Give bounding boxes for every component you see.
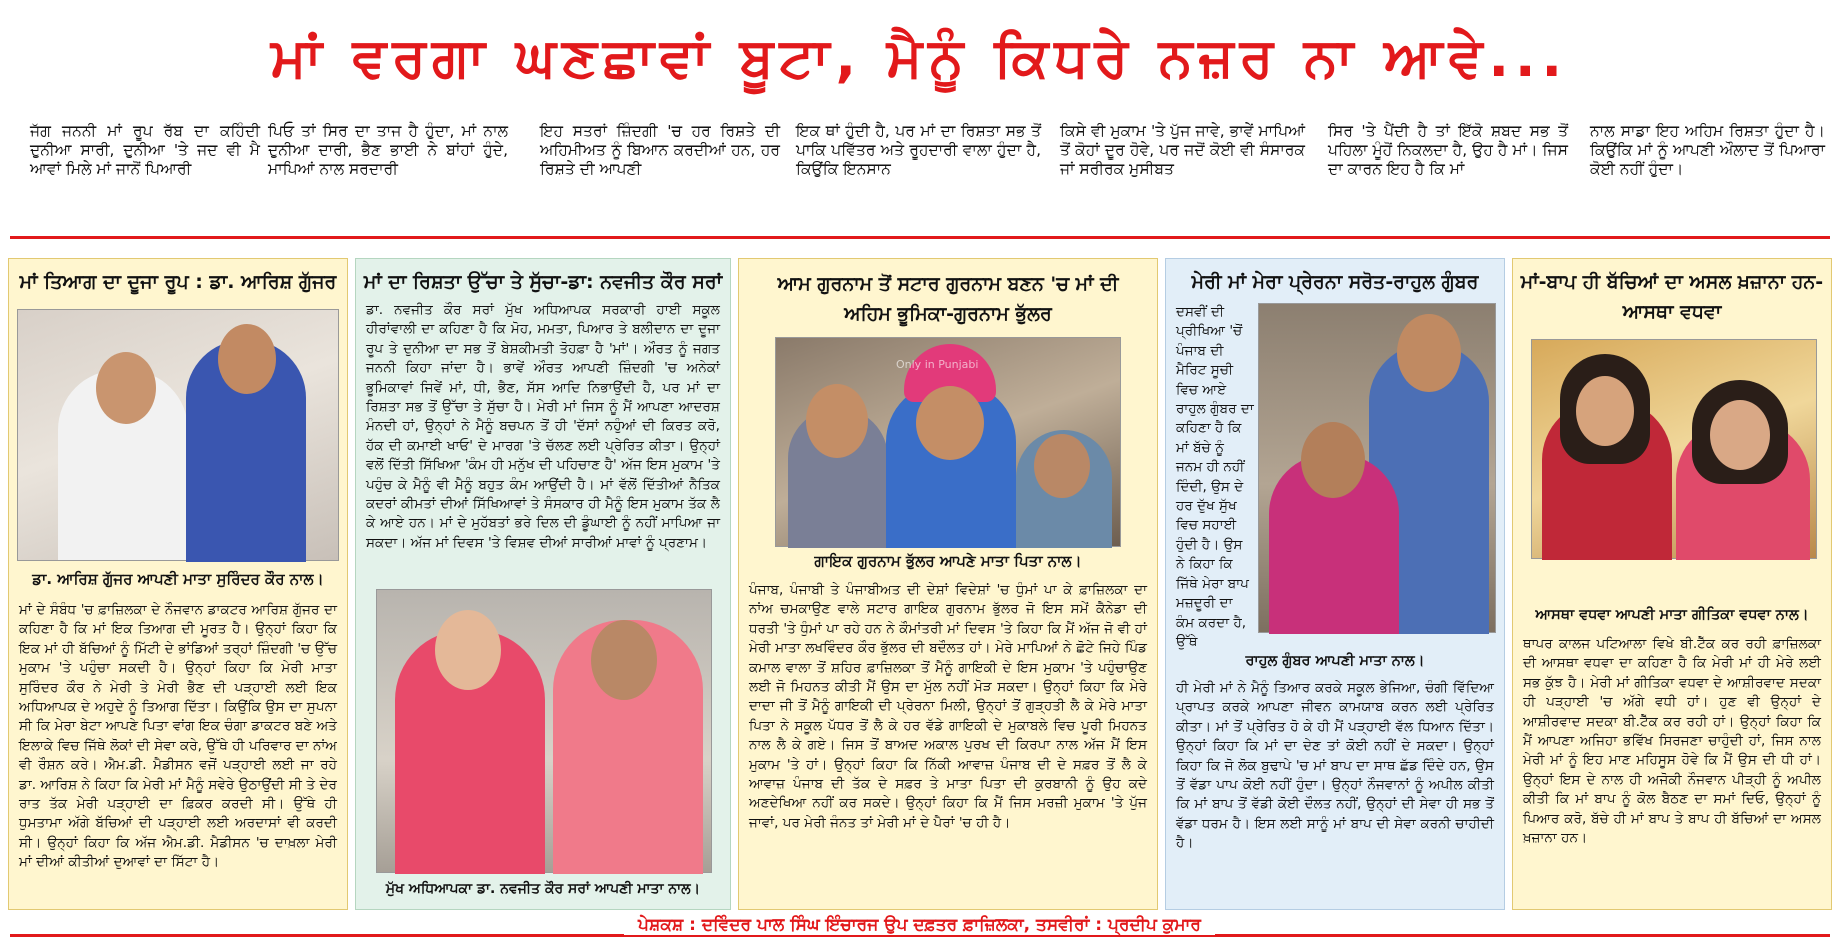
intro-col-7: ਨਾਲ ਸਾਡਾ ਇਹ ਅਹਿਮ ਰਿਸ਼ਤਾ ਹੁੰਦਾ ਹੈ। ਕਿਉਂਕਿ ਮਾਂ ਨੂੰ ਆਪਣੀ ਔਲਾਦ ਤੋਂ ਪਿਆਰਾ ਕੋਈ ਨਹੀਂ ਹੁੰਦਾ। <box>1590 122 1825 178</box>
photo-rahul-mother <box>1258 303 1496 633</box>
footer-credit <box>0 910 1839 940</box>
intro-col-2: ਪਿਓ ਤਾਂ ਸਿਰ ਦਾ ਤਾਜ ਹੈ ਹੁੰਦਾ, ਮਾਂ ਨਾਲ ਦੁਨੀਆ ਦਾਰੀ, ਭੈਣ ਭਾਈ ਨੇ ਬਾਂਹਾਂ ਹੁੰਦੇ, ਮਾਪਿਆਂ ਨਾਲ ਸਰਦਾਰੀ <box>268 122 508 178</box>
panel-body-text: ਮਾਂ ਦੇ ਸੰਬੰਧ 'ਚ ਫ਼ਾਜ਼ਿਲਕਾ ਦੇ ਨੌਜਵਾਨ ਡਾਕਟਰ ਆਰਿਸ਼ ਗੁੱਜਰ ਦਾ ਕਹਿਣਾ ਹੈ ਕਿ ਮਾਂ ਇਕ ਤਿਆਗ ਦੀ ਮੂਰਤ ਹੈ। ਉਨ੍ਹਾਂ ਕਿਹਾ ਕਿ ਇਕ ਮਾਂ ਹੀ ਬੱਚਿਆਂ ਨੂੰ ਮਿੱਟੀ ਦੇ ਭਾਂਡਿਆਂ ਤਰ੍ਹਾਂ ਜ਼ਿੰਦਗੀ 'ਚ ਉੱਚ ਮੁਕਾਮ 'ਤੇ ਪਹੁੰਚਾ ਸਕਦੀ ਹੈ। ਉਨ੍ਹਾਂ ਕਿਹਾ ਕਿ ਮੇਰੀ ਮਾਤਾ ਸੁਰਿੰਦਰ ਕੌਰ ਨੇ ਮੇਰੀ ਤੇ ਮੇਰੀ ਭੈਣ ਦੀ ਪੜ੍ਹਾਈ ਲਈ ਇਕ ਅਧਿਆਪਕ ਦੇ ਅਹੁਦੇ ਨੂੰ ਤਿਆਗ ਦਿੱਤਾ। ਕਿਉਂਕਿ ਉਸ ਦਾ ਸੁਪਨਾ ਸੀ ਕਿ ਮੇਰਾ ਬੇਟਾ ਆਪਣੇ ਪਿਤਾ ਵਾਂਗ ਇਕ ਚੰਗਾ ਡਾਕਟਰ ਬਣੇ ਅਤੇ ਇਲਾਕੇ ਵਿਚ ਜਿੱਥੇ ਲੋਕਾਂ ਦੀ ਸੇਵਾ ਕਰੇ, ਉੱਥੇ ਹੀ ਪਰਿਵਾਰ ਦਾ ਨਾਂਅ ਵੀ ਰੌਸ਼ਨ ਕਰੇ। ਐਮ.ਡੀ. ਮੈਡੀਸਨ ਵਜੋਂ ਪੜ੍ਹਾਈ ਲਈ ਜਾ ਰਹੇ ਡਾ. ਆਰਿਸ਼ ਨੇ ਕਿਹਾ ਕਿ ਮੇਰੀ ਮਾਂ ਮੈਨੂੰ ਸਵੇਰੇ ਉਠਾਉਂਦੀ ਸੀ ਤੇ ਦੇਰ ਰਾਤ ਤੱਕ ਮੇਰੀ ਪੜ੍ਹਾਈ ਦਾ ਫ਼ਿਕਰ ਕਰਦੀ ਸੀ। ਉੱਥੇ ਹੀ ਧੁਮਤਾਮਾ ਅੱਗੇ ਬੱਚਿਆਂ ਦੀ ਪੜ੍ਹਾਈ ਲਈ ਅਰਦਾਸਾਂ ਵੀ ਕਰਦੀ ਸੀ। ਉਨ੍ਹਾਂ ਕਿਹਾ ਕਿ ਅੱਜ ਐਮ.ਡੀ. ਮੈਡੀਸਨ 'ਚ ਦਾਖ਼ਲਾ ਮੇਰੀ ਮਾਂ ਦੀਆਂ ਕੀਤੀਆਂ ਦੁਆਵਾਂ ਦਾ ਸਿੱਟਾ ਹੈ। <box>19 602 337 871</box>
intro-col-6: ਸਿਰ 'ਤੇ ਪੈਂਦੀ ਹੈ ਤਾਂ ਇੱਕੋ ਸ਼ਬਦ ਸਭ ਤੋਂ ਪਹਿਲਾ ਮੂੰਹੋਂ ਨਿਕਲਦਾ ਹੈ, ਉਹ ਹੈ ਮਾਂ। ਜਿਸ ਦਾ ਕਾਰਨ ਇਹ ਹੈ ਕਿ ਮਾਂ <box>1328 122 1568 178</box>
photo-caption: ਗਾਇਕ ਗੁਰਨਾਮ ਭੁੱਲਰ ਆਪਣੇ ਮਾਤਾ ਪਿਤਾ ਨਾਲ। <box>814 552 1082 570</box>
panel-aastha-wadhwa <box>1512 258 1832 910</box>
panel-body-text: ਹੀ ਮੇਰੀ ਮਾਂ ਨੇ ਮੈਨੂੰ ਤਿਆਰ ਕਰਕੇ ਸਕੂਲ ਭੇਜਿਆ, ਚੰਗੀ ਵਿੱਦਿਆ ਪ੍ਰਾਪਤ ਕਰਕੇ ਆਪਣਾ ਜੀਵਨ ਕਾਮਯਾਬ ਕਰਨ ਲਈ ਪ੍ਰੇਰਿਤ ਕੀਤਾ। ਮਾਂ ਤੋਂ ਪ੍ਰੇਰਿਤ ਹੋ ਕੇ ਹੀ ਮੈਂ ਪੜ੍ਹਾਈ ਵੱਲ ਧਿਆਨ ਦਿੱਤਾ। ਉਨ੍ਹਾਂ ਕਿਹਾ ਕਿ ਮਾਂ ਦਾ ਦੇਣ ਤਾਂ ਕੋਈ ਨਹੀਂ ਦੇ ਸਕਦਾ। ਉਨ੍ਹਾਂ ਕਿਹਾ ਕਿ ਜੋ ਲੋਕ ਬੁਢਾਪੇ 'ਚ ਮਾਂ ਬਾਪ ਦਾ ਸਾਥ ਛੱਡ ਦਿੰਦੇ ਹਨ, ਉਸ ਤੋਂ ਵੱਡਾ ਪਾਪ ਕੋਈ ਨਹੀਂ ਹੁੰਦਾ। ਉਨ੍ਹਾਂ ਨੌਜਵਾਨਾਂ ਨੂੰ ਅਪੀਲ ਕੀਤੀ ਕਿ ਮਾਂ ਬਾਪ ਤੋਂ ਵੱਡੀ ਕੋਈ ਦੌਲਤ ਨਹੀਂ, ਉਨ੍ਹਾਂ ਦੀ ਸੇਵਾ ਹੀ ਸਭ ਤੋਂ ਵੱਡਾ ਧਰਮ ਹੈ। ਇਸ ਲਈ ਸਾਨੂੰ ਮਾਂ ਬਾਪ ਦੀ ਸੇਵਾ ਕਰਨੀ ਚਾਹੀਦੀ ਹੈ। <box>1176 680 1494 852</box>
intro-section <box>0 122 1839 240</box>
panel-gurnam-bhullar <box>738 258 1158 910</box>
panel-side-text: ਦਸਵੀਂ ਦੀ ਪ੍ਰੀਖਿਆ 'ਚੋਂ ਪੰਜਾਬ ਦੀ ਮੈਰਿਟ ਸੂਚੀ ਵਿਚ ਆਏ ਰਾਹੁਲ ਗੁੰਬਰ ਦਾ ਕਹਿਣਾ ਹੈ ਕਿ ਮਾਂ ਬੱਚੇ ਨੂੰ ਜਨਮ ਹੀ ਨਹੀਂ ਦਿੰਦੀ, ਉਸ ਦੇ ਹਰ ਦੁੱਖ ਸੁੱਖ ਵਿਚ ਸਹਾਈ ਹੁੰਦੀ ਹੈ। ਉਸ ਨੇ ਕਿਹਾ ਕਿ ਜਿੱਥੇ ਮੇਰਾ ਬਾਪ ਮਜ਼ਦੂਰੀ ਦਾ ਕੰਮ ਕਰਦਾ ਹੈ, ਉੱਥੇ <box>1176 304 1254 650</box>
panel-title: ਆਮ ਗੁਰਨਾਮ ਤੋਂ ਸਟਾਰ ਗੁਰਨਾਮ ਬਣਨ 'ਚ ਮਾਂ ਦੀ ਅਹਿਮ ਭੂਮਿਕਾ-ਗੁਰਨਾਮ ਭੁੱਲਰ <box>777 273 1119 325</box>
photo-caption: ਮੁੱਖ ਅਧਿਆਪਕਾ ਡਾ. ਨਵਜੀਤ ਕੌਰ ਸਰਾਂ ਆਪਣੀ ਮਾਤਾ ਨਾਲ। <box>385 881 701 897</box>
panel-title: ਮਾਂ ਦਾ ਰਿਸ਼ਤਾ ਉੱਚਾ ਤੇ ਸੁੱਚਾ-ਡਾ: ਨਵਜੀਤ ਕੌਰ ਸਰਾਂ <box>363 271 723 293</box>
panel-arish-gujjar <box>8 258 348 910</box>
panel-navjit-kaur <box>355 258 731 910</box>
panel-rahul-gumbar <box>1165 258 1505 910</box>
intro-col-3: ਇਹ ਸਤਰਾਂ ਜ਼ਿੰਦਗੀ 'ਚ ਹਰ ਰਿਸ਼ਤੇ ਦੀ ਅਹਿਮੀਅਤ ਨੂੰ ਬਿਆਨ ਕਰਦੀਆਂ ਹਨ, ਹਰ ਰਿਸ਼ਤੇ ਦੀ ਆਪਣੀ <box>540 122 780 178</box>
intro-divider <box>10 236 1830 239</box>
panel-title: ਮੇਰੀ ਮਾਂ ਮੇਰਾ ਪ੍ਰੇਰਨਾ ਸਰੋਤ-ਰਾਹੁਲ ਗੁੰਬਰ <box>1191 271 1479 293</box>
photo-caption: ਰਾਹੁਲ ਗੁੰਬਰ ਆਪਣੀ ਮਾਤਾ ਨਾਲ। <box>1245 653 1425 669</box>
panel-body-text: ਡਾ. ਨਵਜੀਤ ਕੌਰ ਸਰਾਂ ਮੁੱਖ ਅਧਿਆਪਕ ਸਰਕਾਰੀ ਹਾਈ ਸਕੂਲ ਹੀਰਾਂਵਾਲੀ ਦਾ ਕਹਿਣਾ ਹੈ ਕਿ ਮੋਹ, ਮਮਤਾ, ਪਿਆਰ ਤੇ ਬਲੀਦਾਨ ਦਾ ਦੂਜਾ ਰੂਪ ਤੇ ਦੁਨੀਆ ਦਾ ਸਭ ਤੋਂ ਬੇਸ਼ਕੀਮਤੀ ਤੋਹਫ਼ਾ ਹੈ 'ਮਾਂ'। ਔਰਤ ਨੂੰ ਜਗਤ ਜਨਨੀ ਕਿਹਾ ਜਾਂਦਾ ਹੈ। ਭਾਵੇਂ ਔਰਤ ਆਪਣੀ ਜ਼ਿੰਦਗੀ 'ਚ ਅਨੇਕਾਂ ਭੂਮਿਕਾਵਾਂ ਜਿਵੇਂ ਮਾਂ, ਧੀ, ਭੈਣ, ਸੱਸ ਆਦਿ ਨਿਭਾਉਂਦੀ ਹੈ, ਪਰ ਮਾਂ ਦਾ ਰਿਸ਼ਤਾ ਸਭ ਤੋਂ ਉੱਚਾ ਤੇ ਸੁੱਚਾ ਹੈ। ਮੇਰੀ ਮਾਂ ਜਿਸ ਨੂੰ ਮੈਂ ਆਪਣਾ ਆਦਰਸ਼ ਮੰਨਦੀ ਹਾਂ, ਉਨ੍ਹਾਂ ਨੇ ਮੈਨੂੰ ਬਚਪਨ ਤੋਂ ਹੀ 'ਦੱਸਾਂ ਨਹੁੰਆਂ ਦੀ ਕਿਰਤ ਕਰੋ, ਹੱਕ ਦੀ ਕਮਾਈ ਖਾਓ' ਦੇ ਮਾਰਗ 'ਤੇ ਚੱਲਣ ਲਈ ਪ੍ਰੇਰਿਤ ਕੀਤਾ। ਉਨ੍ਹਾਂ ਵਲੋਂ ਦਿੱਤੀ ਸਿੱਖਿਆ 'ਕੰਮ ਹੀ ਮਨੁੱਖ ਦੀ ਪਹਿਚਾਣ ਹੈ' ਅੱਜ ਇਸ ਮੁਕਾਮ 'ਤੇ ਪਹੁੰਚ ਕੇ ਮੈਨੂੰ ਵੀ ਮੈਨੂੰ ਬਹੁਤ ਕੰਮ ਆਉਂਦੀ ਹੈ। ਮਾਂ ਵੱਲੋਂ ਦਿੱਤੀਆਂ ਨੈਤਿਕ ਕਦਰਾਂ ਕੀਮਤਾਂ ਦੀਆਂ ਸਿੱਖਿਆਵਾਂ ਤੇ ਸੰਸਕਾਰ ਹੀ ਮੈਨੂੰ ਇਸ ਮੁਕਾਮ ਤੱਕ ਲੈ ਕੇ ਆਏ ਹਨ। ਮਾਂ ਦੇ ਮੁਹੱਬਤਾਂ ਭਰੇ ਦਿਲ ਦੀ ਡੂੰਘਾਈ ਨੂੰ ਨਹੀਂ ਮਾਪਿਆ ਜਾ ਸਕਦਾ। ਅੱਜ ਮਾਂ ਦਿਵਸ 'ਤੇ ਵਿਸ਼ਵ ਦੀਆਂ ਸਾਰੀਆਂ ਮਾਵਾਂ ਨੂੰ ਪ੍ਰਣਾਮ। <box>366 302 720 551</box>
intro-col-4: ਇਕ ਥਾਂ ਹੁੰਦੀ ਹੈ, ਪਰ ਮਾਂ ਦਾ ਰਿਸ਼ਤਾ ਸਭ ਤੋਂ ਪਾਕਿ ਪਵਿੱਤਰ ਅਤੇ ਰੂਹਦਾਰੀ ਵਾਲਾ ਹੁੰਦਾ ਹੈ, ਕਿਉਂਕਿ ਇਨਸਾਨ <box>796 122 1041 178</box>
panel-title: ਮਾਂ-ਬਾਪ ਹੀ ਬੱਚਿਆਂ ਦਾ ਅਸਲ ਖ਼ਜ਼ਾਨਾ ਹਨ-ਆਸਥਾ ਵਧਵਾ <box>1520 271 1824 323</box>
intro-col-5: ਕਿਸੇ ਵੀ ਮੁਕਾਮ 'ਤੇ ਪੁੱਜ ਜਾਵੇ, ਭਾਵੇਂ ਮਾਪਿਆਂ ਤੋਂ ਕੋਹਾਂ ਦੂਰ ਹੋਵੇ, ਪਰ ਜਦੋਂ ਕੋਈ ਵੀ ਸੰਸਾਰਕ ਜਾਂ ਸਰੀਰਕ ਮੁਸੀਬਤ <box>1060 122 1305 178</box>
photo-caption: ਡਾ. ਆਰਿਸ਼ ਗੁੱਜਰ ਆਪਣੀ ਮਾਤਾ ਸੁਰਿੰਦਰ ਕੌਰ ਨਾਲ। <box>32 570 324 588</box>
photo-arish-mother <box>17 309 339 561</box>
footer-credit-text: ਪੇਸ਼ਕਸ਼ : ਦਵਿੰਦਰ ਪਾਲ ਸਿੰਘ ਇੰਚਾਰਜ ਉਪ ਦਫ਼ਤਰ ਫ਼ਾਜ਼ਿਲਕਾ, ਤਸਵੀਰਾਂ : ਪ੍ਰਦੀਪ ਕੁਮਾਰ <box>624 915 1215 935</box>
photo-gurnam-parents <box>775 337 1121 547</box>
headline: ਮਾਂ ਵਰਗਾ ਘਣਛਾਵਾਂ ਬੂਟਾ, ਮੈਨੂੰ ਕਿਧਰੇ ਨਜ਼ਰ ਨਾ ਆਵੇ... <box>270 26 1569 89</box>
panel-body-text: ਥਾਪਰ ਕਾਲਜ ਪਟਿਆਲਾ ਵਿਖੇ ਬੀ.ਟੈੱਕ ਕਰ ਰਹੀ ਫ਼ਾਜ਼ਿਲਕਾ ਦੀ ਆਸਥਾ ਵਧਵਾ ਦਾ ਕਹਿਣਾ ਹੈ ਕਿ ਮੇਰੀ ਮਾਂ ਹੀ ਮੇਰੇ ਲਈ ਸਭ ਕੁੱਝ ਹੈ। ਮੇਰੀ ਮਾਂ ਗੀਤਿਕਾ ਵਧਵਾ ਦੇ ਆਸ਼ੀਰਵਾਦ ਸਦਕਾ ਹੀ ਪੜ੍ਹਾਈ 'ਚ ਅੱਗੇ ਵਧੀ ਹਾਂ। ਹੁਣ ਵੀ ਉਨ੍ਹਾਂ ਦੇ ਆਸ਼ੀਰਵਾਦ ਸਦਕਾ ਬੀ.ਟੈੱਕ ਕਰ ਰਹੀ ਹਾਂ। ਉਨ੍ਹਾਂ ਕਿਹਾ ਕਿ ਮੈਂ ਆਪਣਾ ਅਜਿਹਾ ਭਵਿੱਖ ਸਿਰਜਣਾ ਚਾਹੁੰਦੀ ਹਾਂ, ਜਿਸ ਨਾਲ ਮੇਰੀ ਮਾਂ ਨੂੰ ਇਹ ਮਾਣ ਮਹਿਸੂਸ ਹੋਵੇ ਕਿ ਮੈਂ ਉਸ ਦੀ ਧੀ ਹਾਂ। ਉਨ੍ਹਾਂ ਇਸ ਦੇ ਨਾਲ ਹੀ ਅਜੋਕੀ ਨੌਜਵਾਨ ਪੀੜ੍ਹੀ ਨੂੰ ਅਪੀਲ ਕੀਤੀ ਕਿ ਮਾਂ ਬਾਪ ਨੂੰ ਕੋਲ ਬੈਠਣ ਦਾ ਸਮਾਂ ਦਿਓ, ਉਨ੍ਹਾਂ ਨੂੰ ਪਿਆਰ ਕਰੋ, ਬੱਚੇ ਹੀ ਮਾਂ ਬਾਪ ਤੇ ਬਾਪ ਹੀ ਬੱਚਿਆਂ ਦਾ ਅਸਲ ਖ਼ਜ਼ਾਨਾ ਹਨ। <box>1523 636 1821 847</box>
intro-col-1: ਜੱਗ ਜਨਨੀ ਮਾਂ ਰੂਪ ਰੱਬ ਦਾ ਕਹਿੰਦੀ ਦੁਨੀਆ ਸਾਰੀ, ਦੁਨੀਆ 'ਤੇ ਜਦ ਵੀ ਮੈ ਆਵਾਂ ਮਿਲੇ ਮਾਂ ਜਾਨੋਂ ਪਿਆਰੀ <box>30 122 260 178</box>
photo-navjit-mother <box>376 589 712 873</box>
panel-title: ਮਾਂ ਤਿਆਗ ਦਾ ਦੂਜਾ ਰੂਪ : ਡਾ. ਆਰਿਸ਼ ਗੁੱਜਰ <box>19 271 337 293</box>
photo-watermark: Only in Punjabi <box>896 358 979 371</box>
photo-caption: ਆਸਥਾ ਵਧਵਾ ਆਪਣੀ ਮਾਤਾ ਗੀਤਿਕਾ ਵਧਵਾ ਨਾਲ। <box>1535 607 1809 623</box>
photo-aastha-mother <box>1531 339 1817 559</box>
panel-body-text: ਪੰਜਾਬ, ਪੰਜਾਬੀ ਤੇ ਪੰਜਾਬੀਅਤ ਦੀ ਦੇਸ਼ਾਂ ਵਿਦੇਸ਼ਾਂ 'ਚ ਧੁੰਮਾਂ ਪਾ ਕੇ ਫ਼ਾਜ਼ਿਲਕਾ ਦਾ ਨਾਂਅ ਚਮਕਾਉਣ ਵਾਲੇ ਸਟਾਰ ਗਾਇਕ ਗੁਰਨਾਮ ਭੁੱਲਰ ਜੋ ਇਸ ਸਮੇਂ ਕੈਨੇਡਾ ਦੀ ਧਰਤੀ 'ਤੇ ਧੁੰਮਾਂ ਪਾ ਰਹੇ ਹਨ ਨੇ ਕੌਮਾਂਤਰੀ ਮਾਂ ਦਿਵਸ 'ਤੇ ਕਿਹਾ ਕਿ ਮੈਂ ਅੱਜ ਜੋ ਵੀ ਹਾਂ ਮੇਰੀ ਮਾਤਾ ਲਖਵਿੰਦਰ ਕੌਰ ਭੁੱਲਰ ਦੀ ਬਦੌਲਤ ਹਾਂ। ਮੇਰੇ ਮਾਪਿਆਂ ਨੇ ਛੋਟੇ ਜਿਹੇ ਪਿੰਡ ਕਮਾਲ ਵਾਲਾ ਤੋਂ ਸ਼ਹਿਰ ਫ਼ਾਜ਼ਿਲਕਾ ਤੋਂ ਮੈਨੂੰ ਗਾਇਕੀ ਦੇ ਇਸ ਮੁਕਾਮ 'ਤੇ ਪਹੁੰਚਾਉਣ ਲਈ ਜੋ ਮਿਹਨਤ ਕੀਤੀ ਮੈਂ ਉਸ ਦਾ ਮੁੱਲ ਨਹੀਂ ਮੋੜ ਸਕਦਾ। ਉਨ੍ਹਾਂ ਕਿਹਾ ਕਿ ਮੇਰੇ ਦਾਦਾ ਜੀ ਤੋਂ ਮੈਨੂੰ ਗਾਇਕੀ ਦੀ ਪ੍ਰੇਰਨਾ ਮਿਲੀ, ਉਨ੍ਹਾਂ ਤੋਂ ਗੁੜ੍ਹਤੀ ਲੈ ਕੇ ਮੇਰੇ ਮਾਤਾ ਪਿਤਾ ਨੇ ਸਕੂਲ ਪੱਧਰ ਤੋਂ ਲੈ ਕੇ ਹਰ ਵੱਡੇ ਗਾਇਕੀ ਦੇ ਮੁਕਾਬਲੇ ਵਿਚ ਪੂਰੀ ਮਿਹਨਤ ਨਾਲ ਲੈ ਕੇ ਗਏ। ਜਿਸ ਤੋਂ ਬਾਅਦ ਅਕਾਲ ਪੁਰਖ ਦੀ ਕਿਰਪਾ ਨਾਲ ਅੱਜ ਮੈਂ ਇਸ ਮੁਕਾਮ 'ਤੇ ਹਾਂ। ਉਨ੍ਹਾਂ ਕਿਹਾ ਕਿ ਨਿੱਕੀ ਆਵਾਜ਼ ਪੰਜਾਬ ਦੀ ਦੇ ਸਫ਼ਰ ਤੋਂ ਲੈ ਕੇ ਆਵਾਜ਼ ਪੰਜਾਬ ਦੀ ਤੱਕ ਦੇ ਸਫ਼ਰ ਤੇ ਮਾਤਾ ਪਿਤਾ ਦੀ ਕੁਰਬਾਨੀ ਨੂੰ ਉਹ ਕਦੇ ਅਣਦੇਖਿਆ ਨਹੀਂ ਕਰ ਸਕਦੇ। ਉਨ੍ਹਾਂ ਕਿਹਾ ਕਿ ਮੈਂ ਜਿਸ ਮਰਜ਼ੀ ਮੁਕਾਮ 'ਤੇ ਪੁੱਜ ਜਾਵਾਂ, ਪਰ ਮੇਰੀ ਜੰਨਤ ਤਾਂ ਮੇਰੀ ਮਾਂ ਦੇ ਪੈਰਾਂ 'ਚ ਹੀ ਹੈ। <box>749 582 1147 831</box>
